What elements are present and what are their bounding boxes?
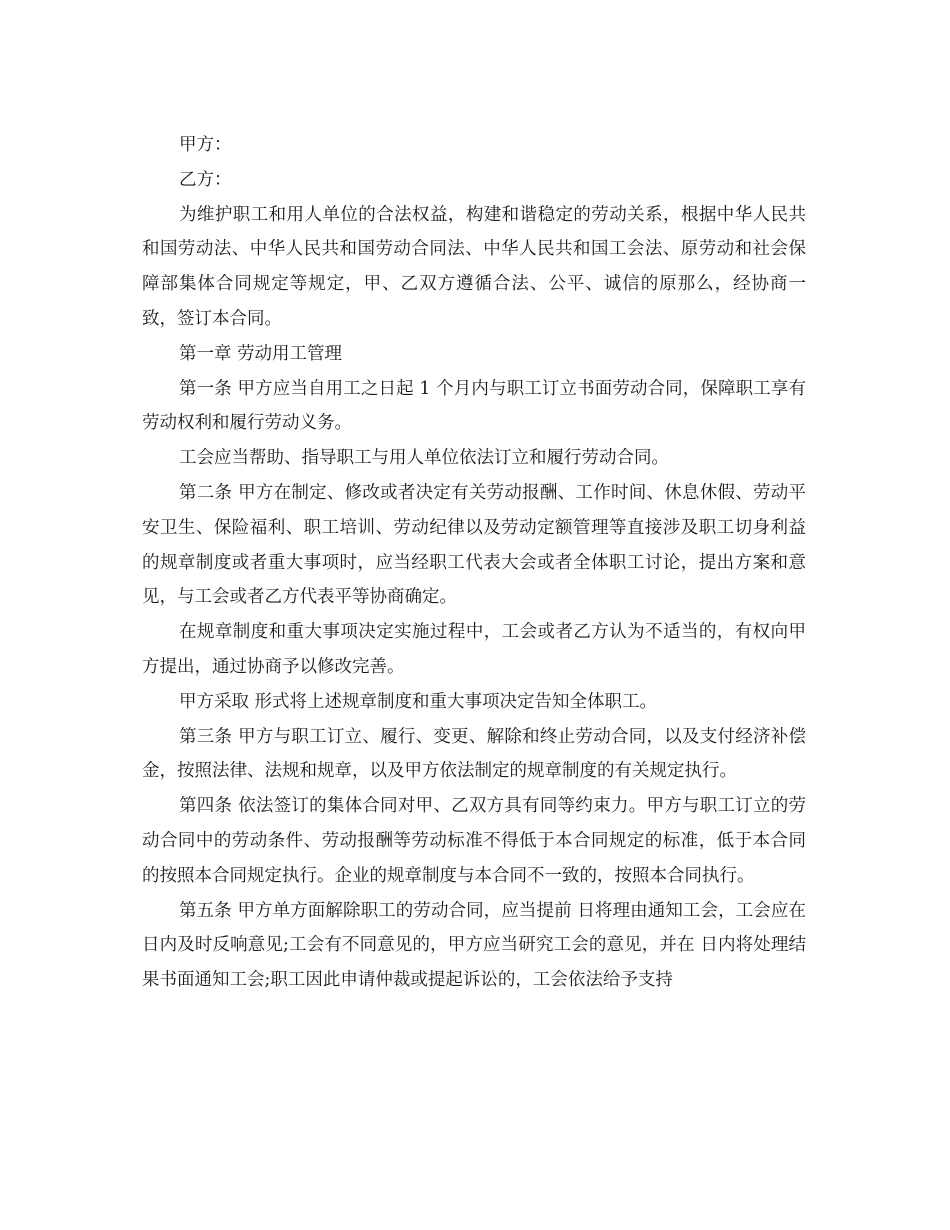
union-assist-paragraph: 工会应当帮助、指导职工与用人单位依法订立和履行劳动合同。 [179,448,669,469]
chapter-heading: 第一章 劳动用工管理 [179,343,343,364]
article-1-paragraph: 第一条 甲方应当自用工之日起 1 个月内与职工订立书面劳动合同，保障职工享有劳动权利和履行劳动义务。 [142,378,806,434]
article-3-paragraph: 第三条 甲方与职工订立、履行、变更、解除和终止劳动合同，以及支付经济补偿金，按照法律、法规和规章，以及甲方依法制定的规章制度的有关规定执行。 [142,726,806,782]
document-body [142,128,806,998]
party-a-label: 甲方： [179,135,232,155]
article-4-paragraph: 第四条 依法签订的集体合同对甲、乙双方具有同等约束力。甲方与职工订立的劳动合同中的劳动条件、劳动报酬等劳动标准不得低于本合同规定的标准，低于本合同的按照本合同规定执行。企业的规章制度与本合同不一致的，按照本合同执行。 [142,796,806,886]
notification-paragraph: 甲方采取 形式将上述规章制度和重大事项决定告知全体职工。 [179,691,658,712]
article-5-paragraph: 第五条 甲方单方面解除职工的劳动合同，应当提前 日将理由通知工会，工会应在 日内及时反响意见;工会有不同意见的，甲方应当研究工会的意见，并在 日内将处理结果书面通知工会;职工因此申请仲裁或提起诉讼的，工会依法给予支持 [142,900,806,991]
preamble-paragraph: 为维护职工和用人单位的合法权益，构建和谐稳定的劳动关系，根据中华人民共和国劳动法、中华人民共和国劳动合同法、中华人民共和国工会法、原劳动和社会保障部集体合同规定等规定，甲、乙双方遵循合法、公平、诚信的原那么，经协商一致，签订本合同。 [142,204,806,329]
implementation-paragraph: 在规章制度和重大事项决定实施过程中，工会或者乙方认为不适当的，有权向甲方提出，通过协商予以修改完善。 [142,622,806,677]
party-b-label: 乙方： [179,169,232,190]
article-2-paragraph: 第二条 甲方在制定、修改或者决定有关劳动报酬、工作时间、休息休假、劳动平安卫生、保险福利、职工培训、劳动纪律以及劳动定额管理等直接涉及职工切身利益的规章制度或者重大事项时，应当经职工代表大会或者全体职工讨论，提出方案和意见，与工会或者乙方代表平等协商确定。 [142,482,806,608]
